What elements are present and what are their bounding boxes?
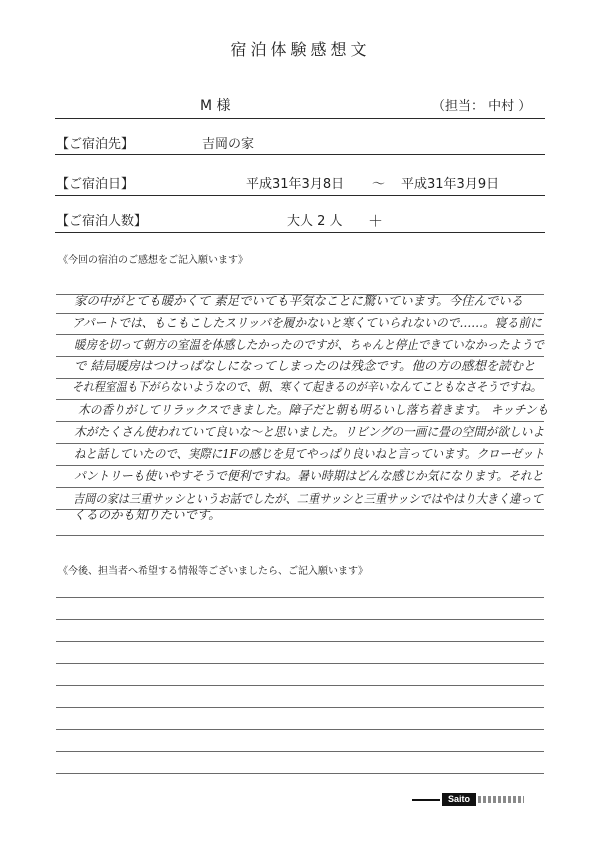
ruled-line xyxy=(56,356,544,357)
impression-line: 吉岡の家は三重サッシというお話でしたが、二重サッシと三重サッシではやはり大きく違って xyxy=(73,491,543,506)
ruled-line xyxy=(56,663,544,664)
date-from: 平成31年3月8日 xyxy=(246,177,345,192)
ruled-line xyxy=(56,685,544,686)
impression-line: で 結局暖房はつけっぱなしになってしまったのは残念です。他の方の感想を読むと xyxy=(74,358,536,373)
impression-line: 家の中がとても暖かくて 素足でいても平気なことに驚いています。今住んでいる xyxy=(74,293,524,308)
logo-subtext xyxy=(478,796,524,803)
ruled-line xyxy=(56,399,544,400)
dates-underline xyxy=(55,195,545,196)
ruled-line xyxy=(56,421,544,422)
impression-line: パントリーも使いやすそうで便利ですね。暑い時期はどんな感じか気になります。それと xyxy=(74,468,544,483)
people-underline xyxy=(55,232,545,233)
logo-bar xyxy=(412,799,440,801)
staff-name: （担当： 中村 ） xyxy=(432,99,532,114)
ruled-line xyxy=(56,443,544,444)
ruled-line xyxy=(56,597,544,598)
ruled-line xyxy=(56,535,544,536)
guest-underline xyxy=(55,118,545,119)
dates-label: 【ご宿泊日】 xyxy=(56,177,135,192)
impression-line: それ程室温も下がらないようなので、朝、寒くて起きるのが辛いなんてこともなさそうですね。 xyxy=(72,379,542,394)
date-to: 平成31年3月9日 xyxy=(401,177,500,192)
ruled-line xyxy=(56,641,544,642)
company-logo xyxy=(412,793,524,806)
impression-line: 木がたくさん使われていて良いな〜と思いました。リビングの一画に畳の空間が欲しいよ xyxy=(74,424,545,439)
impression-line: くるのかも知りたいです。 xyxy=(73,507,221,522)
place-label: 【ご宿泊先】 xyxy=(56,137,135,152)
ruled-line xyxy=(56,465,544,466)
logo-wordmark: Saito xyxy=(442,793,476,806)
ruled-line xyxy=(56,334,544,335)
ruled-line xyxy=(56,487,544,488)
requests-heading: 《今後、担当者へ希望する情報等ございましたら、ご記入願います》 xyxy=(58,566,368,577)
guest-name: M 様 xyxy=(200,98,231,114)
ruled-line xyxy=(56,707,544,708)
impressions-heading: 《今回の宿泊のご感想をご記入願います》 xyxy=(58,255,248,266)
ruled-line xyxy=(56,773,544,774)
impression-line: ねと話していたので、実際に1Fの感じを見てやっぱり良いねと言っています。クローゼット xyxy=(74,446,545,461)
page-title: 宿泊体験感想文 xyxy=(230,40,371,59)
people-value: 大人 2 人 xyxy=(287,214,343,229)
date-separator: ～ xyxy=(372,177,386,192)
impression-line: アパートでは、もこもこしたスリッパを履かないと寒くていられないので……。寝る前に xyxy=(72,315,542,330)
place-value: 吉岡の家 xyxy=(202,137,255,152)
place-underline xyxy=(55,154,545,155)
people-plus: ＋ xyxy=(368,212,384,230)
people-label: 【ご宿泊人数】 xyxy=(56,214,148,229)
ruled-line xyxy=(56,313,544,314)
impression-line: 暖房を切って朝方の室温を体感したかったのですが、ちゃんと停止できていなかったようで xyxy=(74,337,544,352)
ruled-line xyxy=(56,729,544,730)
ruled-line xyxy=(56,751,544,752)
impression-line: 木の香りがしてリラックスできました。障子だと朝も明るいし落ち着きます。 キッチンも xyxy=(78,402,549,417)
ruled-line xyxy=(56,619,544,620)
